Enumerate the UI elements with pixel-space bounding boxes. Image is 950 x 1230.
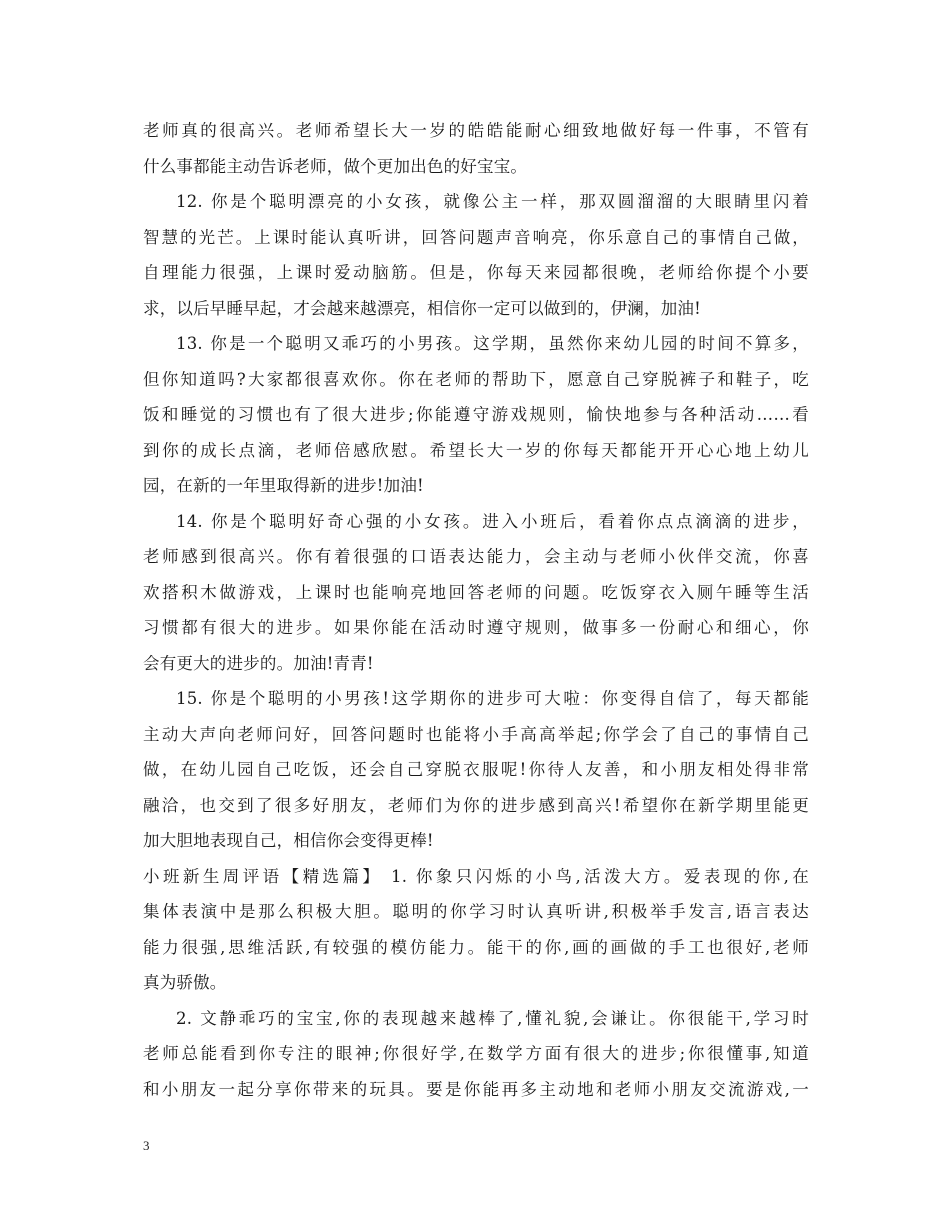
text-line: 13. 你是一个聪明又乖巧的小男孩。这学期，虽然你来幼儿园的时间不算多，	[176, 334, 809, 353]
text-line: 但你知道吗?大家都很喜欢你。你在老师的帮助下，愿意自己穿脱裤子和鞋子，吃	[143, 369, 809, 389]
text-line: 15. 你是个聪明的小男孩!这学期你的进步可大啦：你变得自信了，每天都能	[176, 689, 809, 708]
text-line: 什么事都能主动告诉老师，做个更加出色的好宝宝。	[143, 156, 528, 176]
text-line: 到你的成长点滴，老师倍感欣慰。希望长大一岁的你每天都能开开心心地上幼儿	[143, 440, 809, 460]
text-line: 欢搭积木做游戏，上课时也能响亮地回答老师的问题。吃饭穿衣入厕午睡等生活	[143, 582, 809, 602]
text-line: 自理能力很强，上课时爱动脑筋。但是，你每天来园都很晚，老师给你提个小要	[143, 263, 809, 282]
text-line: 智慧的光芒。上课时能认真听讲，回答问题声音响亮，你乐意自己的事情自己做，	[143, 227, 809, 247]
page-number: 3	[143, 1138, 150, 1153]
text-line: 14. 你是个聪明好奇心强的小女孩。进入小班后，看着你点点滴滴的进步，	[176, 511, 809, 531]
text-line: 求，以后早睡早起，才会越来越漂亮，相信你一定可以做到的，伊澜，加油!	[143, 298, 701, 318]
section-heading-line: 小班新生周评语【精选篇】 1. 你象只闪烁的小鸟,活泼大方。爱表现的你,在	[143, 866, 809, 886]
text-line: 真为骄傲。	[143, 973, 227, 992]
text-line: 主动大声向老师问好，回答问题时也能将小手高高举起;你学会了自己的事情自己	[143, 724, 809, 744]
document-body	[143, 113, 809, 1107]
text-line: 习惯都有很大的进步。如果你能在活动时遵守规则，做事多一份耐心和细心，你	[143, 618, 809, 637]
text-line: 老师真的很高兴。老师希望长大一岁的皓皓能耐心细致地做好每一件事，不管有	[143, 121, 809, 140]
text-line: 会有更大的进步的。加油!青青!	[143, 653, 374, 673]
text-line: 12. 你是个聪明漂亮的小女孩，就像公主一样，那双圆溜溜的大眼睛里闪着	[176, 192, 809, 211]
text-line: 2. 文静乖巧的宝宝,你的表现越来越棒了,懂礼貌,会谦让。你很能干,学习时	[176, 1008, 809, 1028]
text-line: 饭和睡觉的习惯也有了很大进步;你能遵守游戏规则，愉快地参与各种活动……看	[143, 405, 809, 424]
text-line: 加大胆地表现自己，相信你会变得更棒!	[143, 831, 434, 850]
text-line: 集体表演中是那么积极大胆。聪明的你学习时认真听讲,积极举手发言,语言表达	[143, 902, 809, 921]
text-line: 老师总能看到你专注的眼神;你很好学,在数学方面有很大的进步;你很懂事,知道	[143, 1044, 809, 1063]
text-line: 园，在新的一年里取得新的进步!加油!	[143, 476, 424, 495]
text-line: 能力很强,思维活跃,有较强的模仿能力。能干的你,画的画做的手工也很好,老师	[143, 937, 809, 957]
text-line: 融洽，也交到了很多好朋友，老师们为你的进步感到高兴!希望你在新学期里能更	[143, 795, 809, 815]
text-line: 老师感到很高兴。你有着很强的口语表达能力，会主动与老师小伙伴交流，你喜	[143, 547, 809, 566]
text-line: 和小朋友一起分享你带来的玩具。要是你能再多主动地和老师小朋友交流游戏,一	[143, 1079, 809, 1099]
text-line: 做，在幼儿园自己吃饭，还会自己穿脱衣服呢!你待人友善，和小朋友相处得非常	[143, 760, 809, 779]
